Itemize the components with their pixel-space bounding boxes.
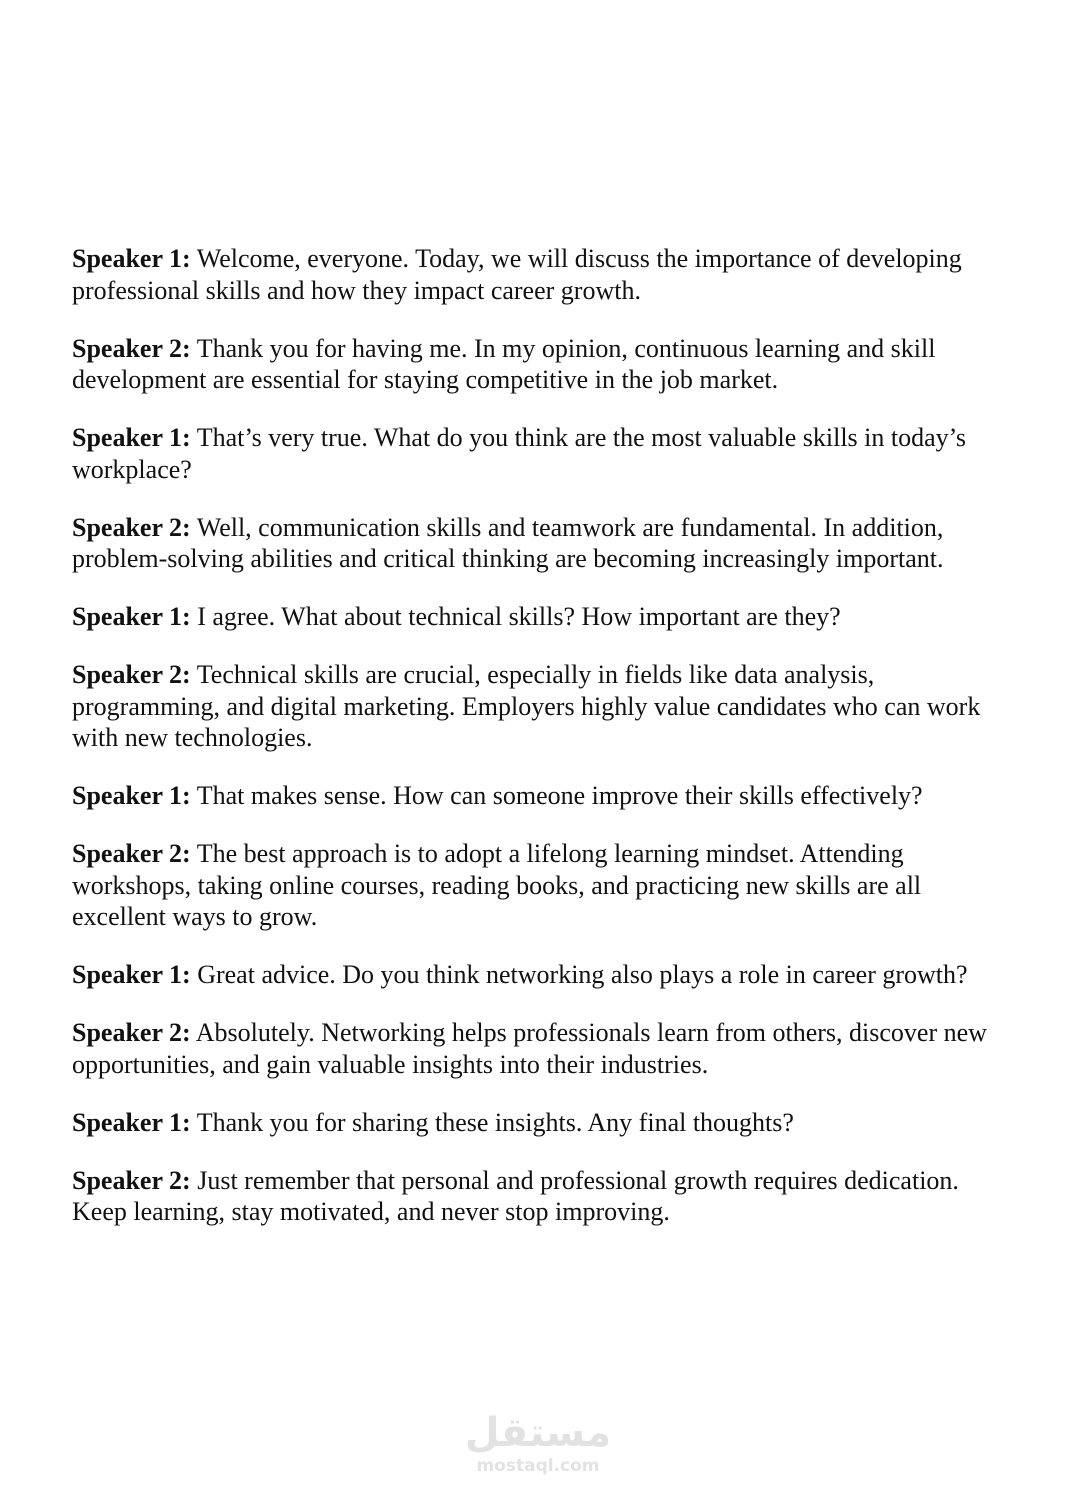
dialogue-turn [72, 1017, 994, 1080]
dialogue-text: Great advice. Do you think networking also plays a role in career growth? [197, 960, 968, 989]
speaker-label: Speaker 1: [72, 423, 191, 452]
dialogue-turn [72, 243, 994, 306]
dialogue-text: Thank you for having me. In my opinion, continuous learning and skill development are essential for staying competitive in the job market. [72, 333, 936, 394]
dialogue-turn [72, 1107, 994, 1139]
dialogue-turn [72, 838, 994, 933]
speaker-label: Speaker 2: [72, 839, 191, 868]
speaker-label: Speaker 2: [72, 660, 191, 689]
dialogue-turn [72, 512, 994, 575]
dialogue-text: Well, communication skills and teamwork are fundamental. In addition, problem-solving abilities and critical thinking are becoming increasingly important. [72, 512, 944, 573]
speaker-label: Speaker 1: [72, 602, 191, 631]
speaker-label: Speaker 2: [72, 512, 191, 542]
dialogue-text: The best approach is to adopt a lifelong learning mindset. Attending workshops, taking online courses, reading books, and practicing new skills are all excellent ways to grow. [72, 839, 922, 931]
dialogue-text: Welcome, everyone. Today, we will discuss the importance of developing professional skills and how they impact career growth. [72, 244, 962, 305]
dialogue-turn [72, 601, 994, 633]
dialogue-text: Absolutely. Networking helps professionals learn from others, discover new opportunities, and gain valuable insights into their industries. [72, 1018, 987, 1079]
watermark-domain: mostaql.com [476, 1456, 600, 1476]
dialogue-text: That’s very true. What do you think are the most valuable skills in today’s workplace? [72, 423, 966, 484]
dialogue-text: Thank you for sharing these insights. Any final thoughts? [196, 1107, 794, 1137]
speaker-label: Speaker 2: [72, 1165, 191, 1195]
dialogue-turn [72, 659, 994, 754]
dialogue-text: I agree. What about technical skills? How important are they? [197, 602, 841, 631]
dialogue-turn [72, 780, 994, 812]
speaker-label: Speaker 2: [72, 333, 191, 363]
speaker-label: Speaker 2: [72, 1018, 191, 1047]
dialogue-text: Technical skills are crucial, especially in fields like data analysis, programming, and digital marketing. Employers highly value candidates who can work with new technologies. [72, 660, 981, 752]
speaker-label: Speaker 1: [72, 1107, 191, 1137]
dialogue-turn [72, 959, 994, 991]
speaker-label: Speaker 1: [72, 781, 191, 810]
speaker-label: Speaker 1: [72, 960, 191, 989]
transcript [72, 243, 994, 1254]
dialogue-turn [72, 1165, 994, 1228]
dialogue-text: That makes sense. How can someone improve their skills effectively? [196, 781, 923, 810]
watermark-arabic-logo: مستقل [464, 1410, 612, 1456]
speaker-label: Speaker 1: [72, 244, 191, 273]
dialogue-turn [72, 333, 994, 396]
dialogue-text: Just remember that personal and professional growth requires dedication. Keep learning, stay motivated, and never stop improving. [72, 1165, 959, 1226]
mostaql-watermark [452, 1410, 624, 1480]
dialogue-turn [72, 422, 994, 485]
